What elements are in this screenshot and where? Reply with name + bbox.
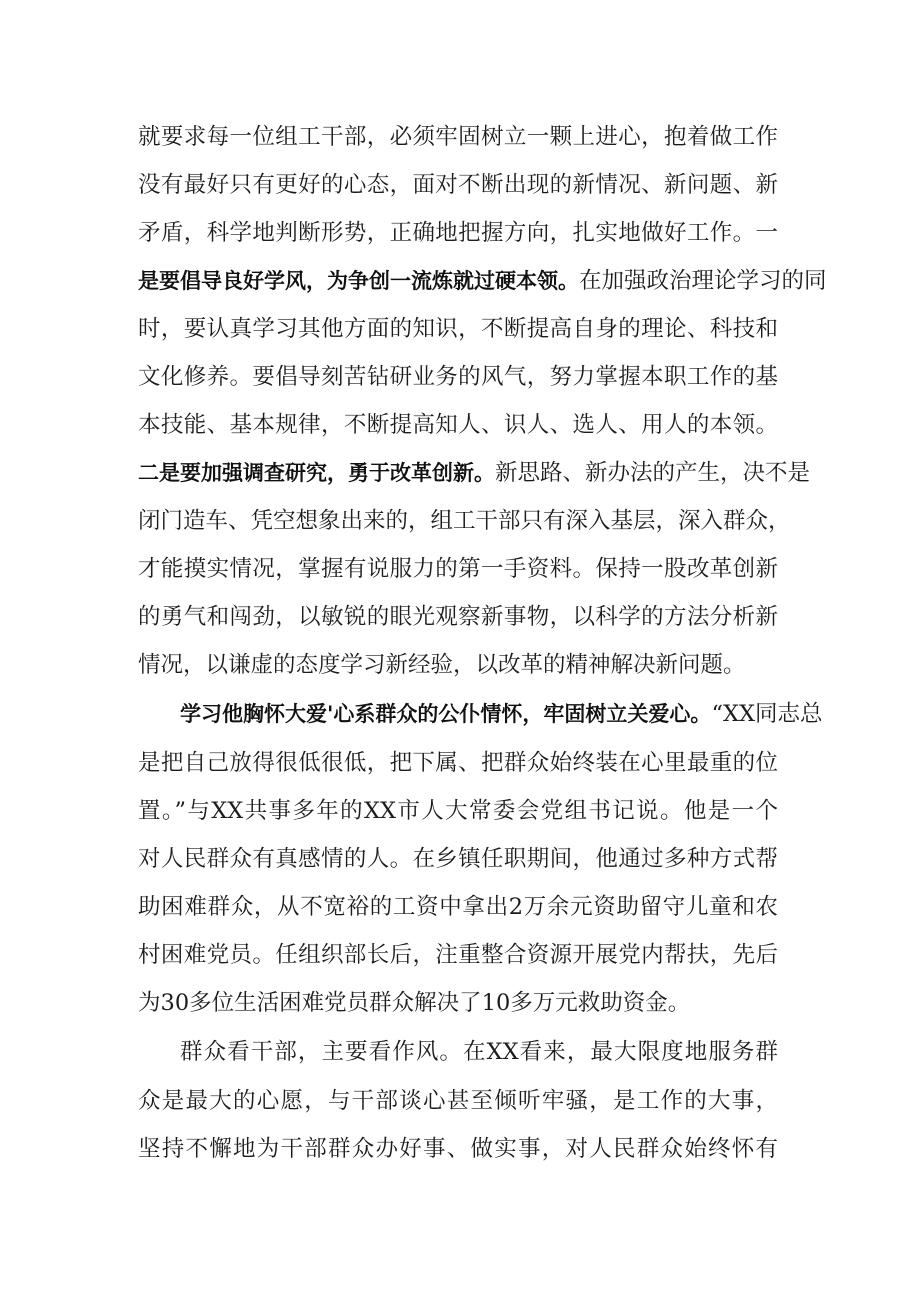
text-line: 的勇气和闯劲，以敏锐的眼光观察新事物，以科学的方法分析新 <box>138 604 778 630</box>
text-span: 在加强政治理论学习的同 <box>579 268 827 294</box>
text-line: 众是最大的心愿，与干部谈心甚至倾听牢骚，是工作的大事， <box>138 1088 778 1114</box>
text-line: 为30多位生活困难党员群众解决了10多万元救助资金。 <box>138 990 691 1016</box>
text-span: 新思路、新办法的产生，决不是 <box>495 460 811 486</box>
text-line: 才能摸实情况，掌握有说服力的第一手资料。保持一股改革创新 <box>138 556 778 582</box>
text-line: 本技能、基本规律，不断提高知人、识人、选人、用人的本领。 <box>138 412 778 438</box>
text-line: 村困难党员。任组织部长后，注重整合资源开展党内帮扶，先后 <box>138 942 778 968</box>
text-line: 情况，以谦虚的态度学习新经验，以改革的精神解决新问题。 <box>138 652 746 678</box>
bold-heading: 二是要加强调查研究，勇于改革创新。 <box>138 461 495 485</box>
text-line <box>180 692 823 736</box>
text-line: 助困难群众，从不宽裕的工资中拿出2万余元资助留守儿童和农 <box>138 894 778 920</box>
text-line: 置。”与XX共事多年的XX市人大常委会党组书记说。他是一个 <box>138 798 778 824</box>
text-line: 对人民群众有真感情的人。在乡镇任职期间，他通过多种方式帮 <box>138 846 778 872</box>
text-line: 矛盾，科学地判断形势，正确地把握方向，扎实地做好工作。一 <box>138 220 778 246</box>
text-line: 文化修养。要倡导刻苦钻研业务的风气，努力掌握本职工作的基 <box>138 364 778 390</box>
text-line <box>138 451 811 495</box>
text-line <box>138 259 827 303</box>
text-line: 是把自己放得很低很低，把下属、把群众始终装在心里最重的位 <box>138 750 778 776</box>
text-line: 就要求每一位组工干部，必须牢固树立一颗上进心，抱着做工作 <box>138 124 778 150</box>
text-line: 群众看干部，主要看作风。在XX看来，最大限度地服务群 <box>180 1039 778 1065</box>
text-line: 坚持不懈地为干部群众办好事、做实事，对人民群众始终怀有 <box>138 1136 778 1162</box>
bold-heading: 是要倡导良好学风，为争创一流炼就过硬本领。 <box>138 269 579 293</box>
text-line: 闭门造车、凭空想象出来的，组工干部只有深入基层，深入群众， <box>138 508 791 534</box>
bold-heading: 学习他胸怀大爱'心系群众的公仆情怀，牢固树立关爱心。 <box>180 702 712 726</box>
text-span: “XX同志总 <box>711 701 823 727</box>
text-line: 时，要认真学习其他方面的知识，不断提高自身的理论、科技和 <box>138 316 778 342</box>
text-line: 没有最好只有更好的心态，面对不断出现的新情况、新问题、新 <box>138 172 778 198</box>
